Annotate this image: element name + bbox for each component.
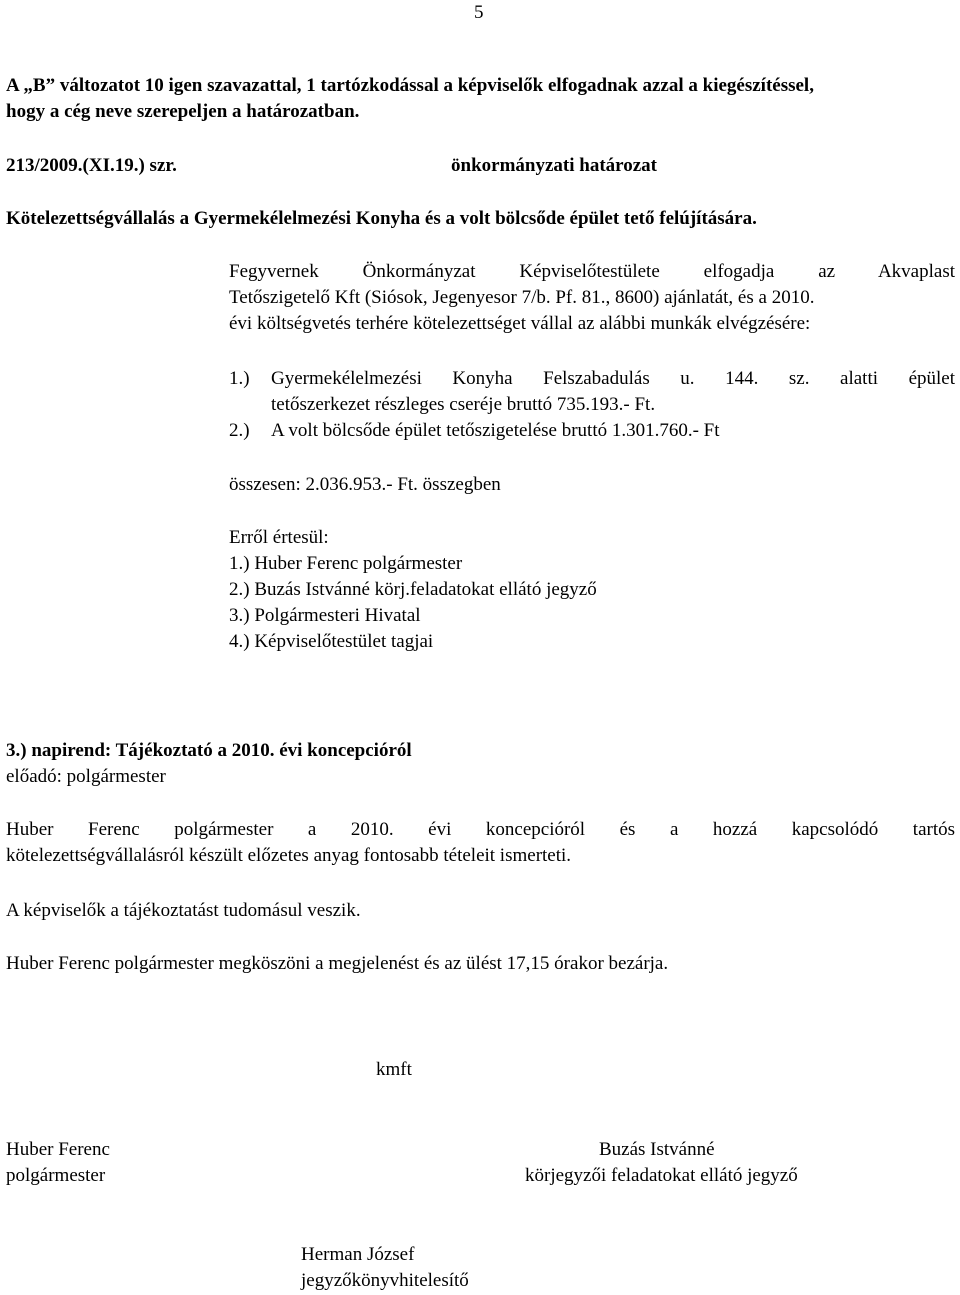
- agenda-para1-line1: Huber Ferenc polgármester a 2010. évi koncepcióról és a hozzá kapcsolódó tartós: [6, 819, 955, 840]
- resolution-intro-line1: Fegyvernek Önkormányzat Képviselőtestülete elfogadja az Akvaplast: [229, 261, 955, 282]
- resolution-type: önkormányzati határozat: [451, 155, 657, 176]
- vote-text-line2: hogy a cég neve szerepeljen a határozatban.: [6, 101, 360, 122]
- agenda-para2: A képviselők a tájékoztatást tudomásul veszik.: [6, 900, 361, 921]
- notify-list-item: 3.) Polgármesteri Hivatal: [229, 605, 421, 626]
- item-1-number: 1.): [229, 368, 250, 389]
- closing-kmft: kmft: [376, 1059, 412, 1080]
- signature-left-name: Huber Ferenc: [6, 1139, 110, 1160]
- vote-text-line1: A „B” változatot 10 igen szavazattal, 1 tartózkodással a képviselők elfogadnak azzal a kiegészítéssel,: [6, 75, 814, 96]
- item-2-number: 2.): [229, 420, 250, 441]
- item-1-line1: Gyermekélelmezési Konyha Felszabadulás u. 144. sz. alatti épület: [271, 368, 955, 389]
- notify-list-item: 2.) Buzás Istvánné körj.feladatokat ellátó jegyző: [229, 579, 597, 600]
- notify-list-item: 1.) Huber Ferenc polgármester: [229, 553, 463, 574]
- notify-heading: Erről értesül:: [229, 527, 329, 548]
- page-number: 5: [474, 2, 484, 23]
- agenda-para1-line2: kötelezettségvállalásról készült előzetes anyag fontosabb tételeit ismerteti.: [6, 845, 572, 866]
- resolution-intro-line2: Tetőszigetelő Kft (Siósok, Jegenyesor 7/b. Pf. 81., 8600) ajánlatát, és a 2010.: [229, 287, 815, 308]
- resolution-title: Kötelezettségvállalás a Gyermekélelmezési Konyha és a volt bölcsőde épület tető felújítására.: [6, 208, 757, 229]
- resolution-intro-line3: évi költségvetés terhére kötelezettséget vállal az alábbi munkák elvégzésére:: [229, 313, 811, 334]
- signature-left-title: polgármester: [6, 1165, 106, 1186]
- total-amount: összesen: 2.036.953.- Ft. összegben: [229, 474, 501, 495]
- resolution-number: 213/2009.(XI.19.) szr.: [6, 155, 177, 176]
- signature-bottom-title: jegyzőkönyvhitelesítő: [301, 1270, 469, 1291]
- agenda-heading: 3.) napirend: Tájékoztató a 2010. évi koncepcióról: [6, 740, 412, 761]
- agenda-presenter: előadó: polgármester: [6, 766, 166, 787]
- signature-right-title: körjegyzői feladatokat ellátó jegyző: [525, 1165, 798, 1186]
- agenda-para3: Huber Ferenc polgármester megköszöni a megjelenést és az ülést 17,15 órakor bezárja.: [6, 953, 669, 974]
- item-2-line1: A volt bölcsőde épület tetőszigetelése bruttó 1.301.760.- Ft: [271, 420, 720, 441]
- item-1-line2: tetőszerkezet részleges cseréje bruttó 735.193.- Ft.: [271, 394, 656, 415]
- notify-list-item: 4.) Képviselőtestület tagjai: [229, 631, 434, 652]
- signature-bottom-name: Herman József: [301, 1244, 415, 1265]
- signature-right-name: Buzás Istvánné: [599, 1139, 715, 1160]
